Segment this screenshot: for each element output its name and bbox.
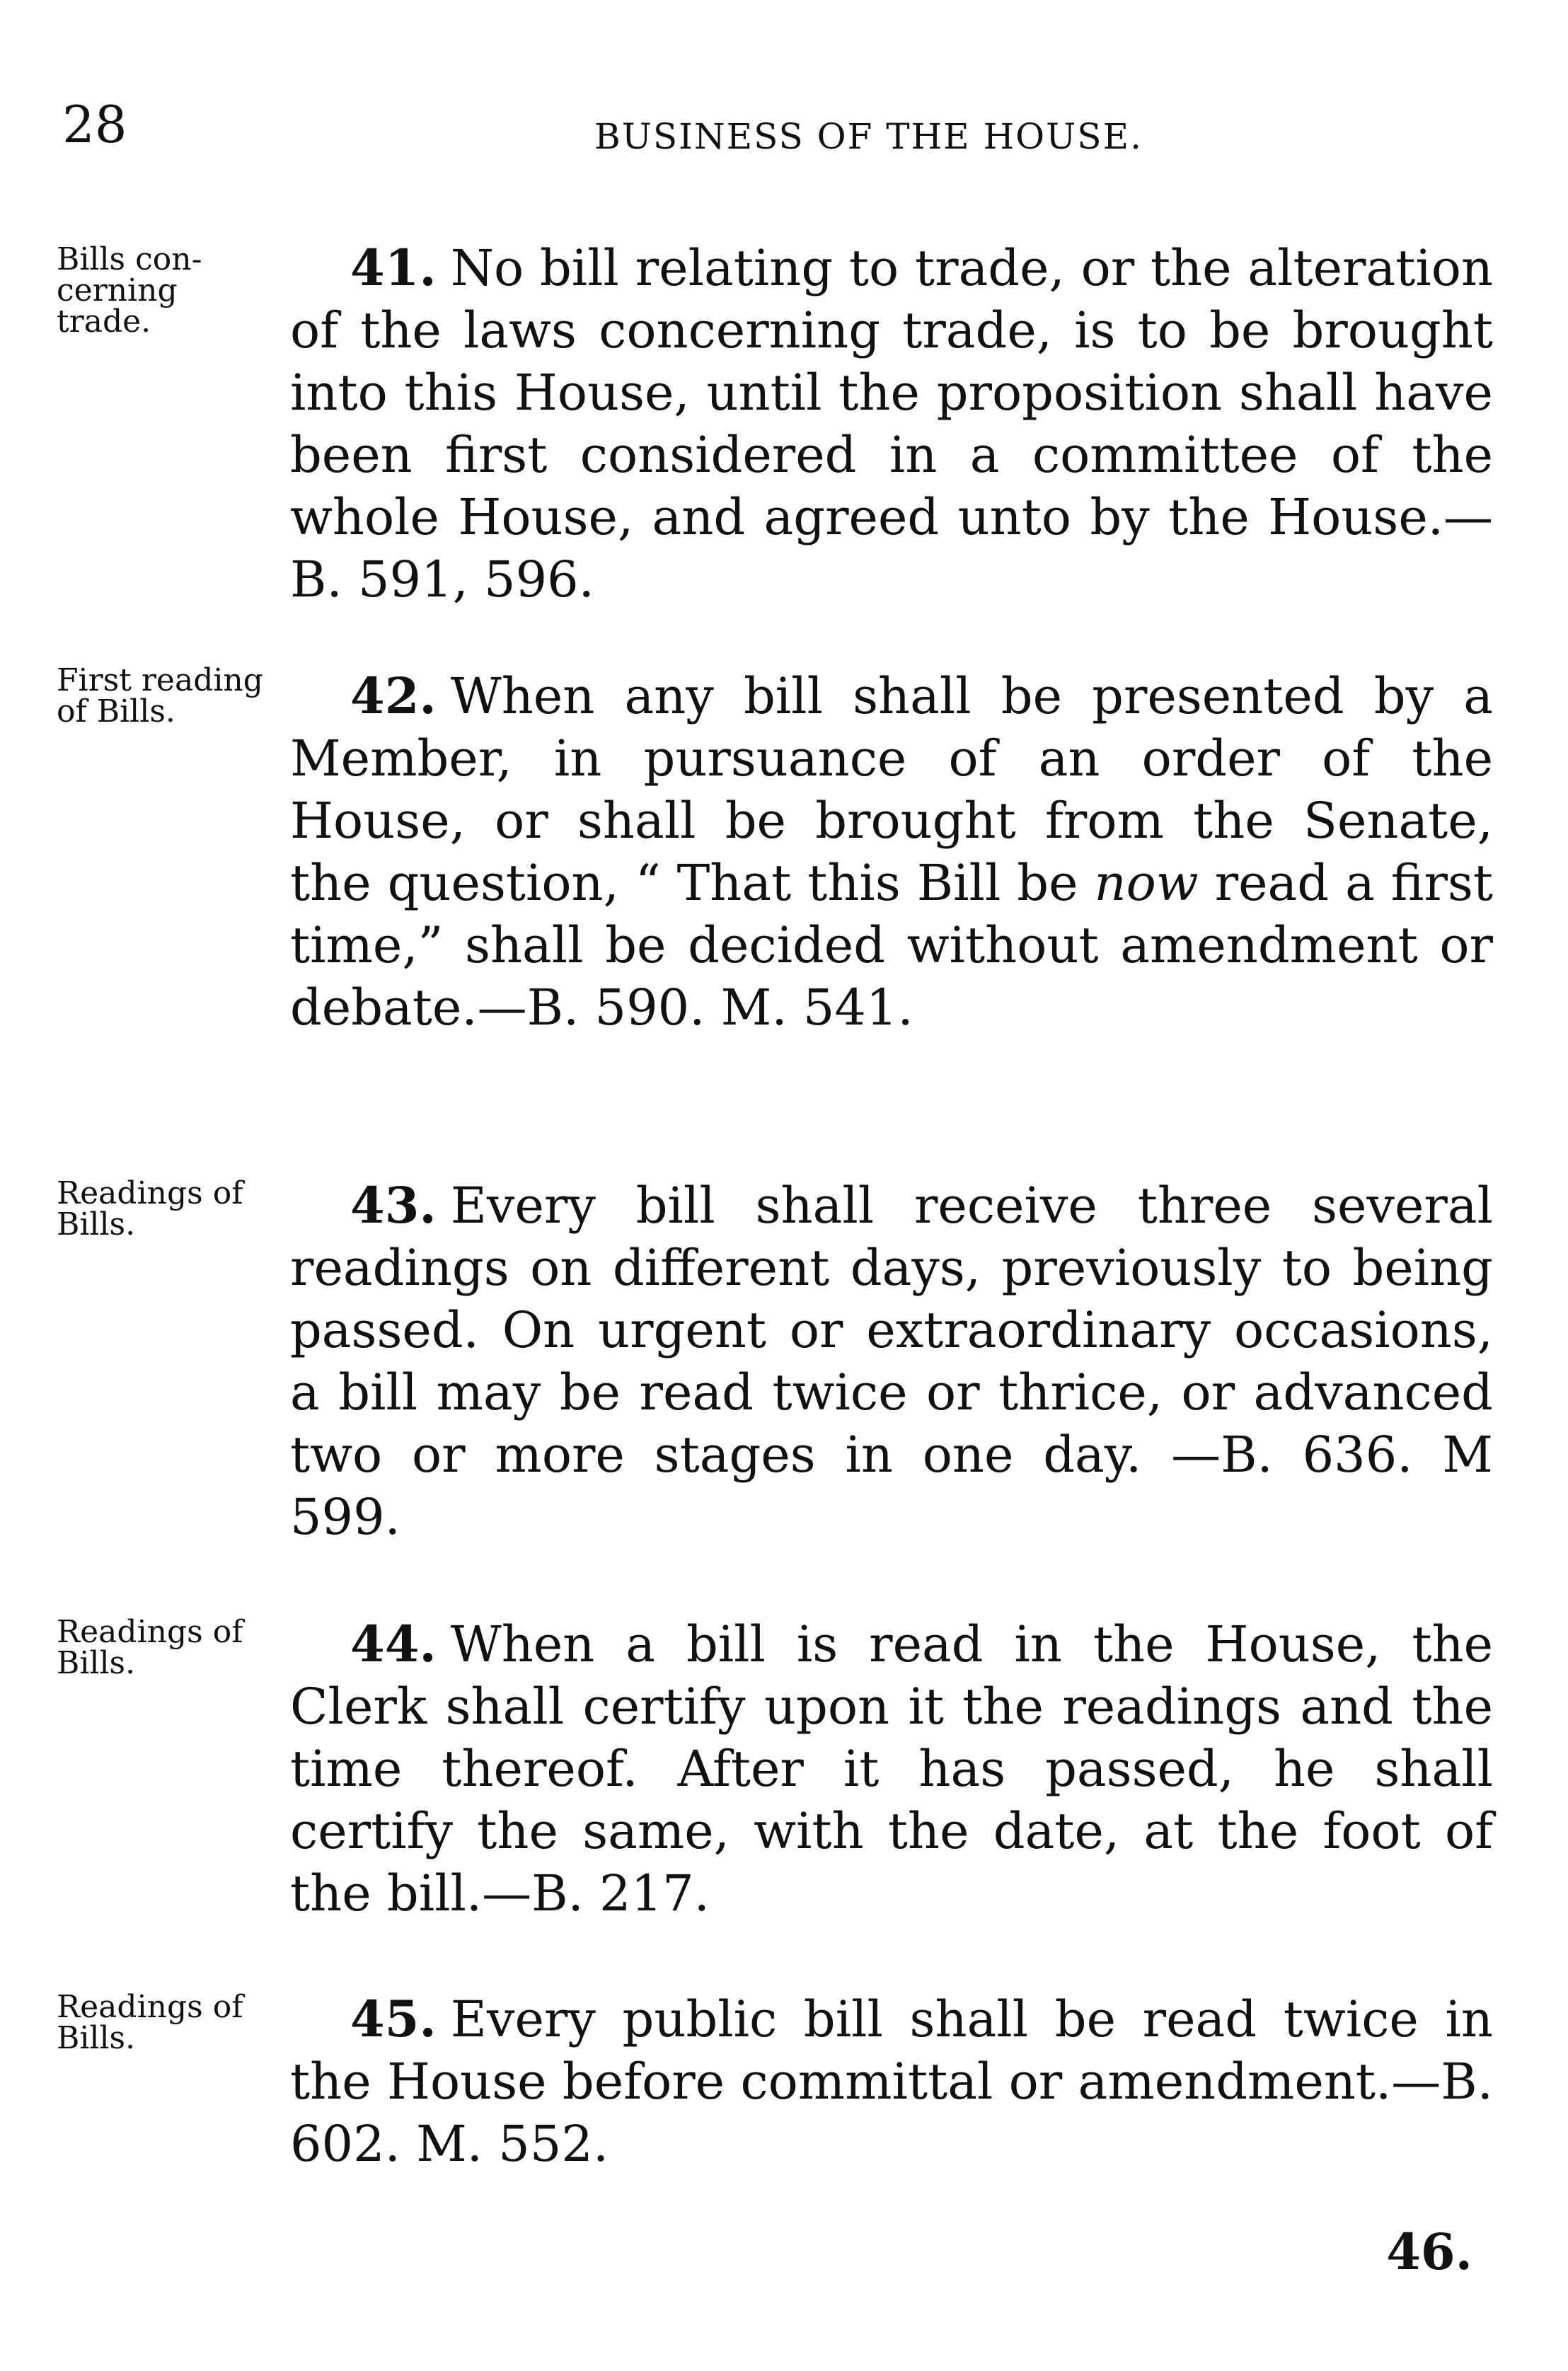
side-note: Readings of Bills. [57,1175,243,1242]
running-head: BUSINESS OF THE HOUSE. [594,116,1143,157]
side-note: Readings of Bills. [57,1614,243,1681]
side-note: First reading of Bills. [57,662,263,729]
rule-number: 41. [350,238,437,297]
rule-text [290,237,1493,611]
rule-body: Every bill shall receive three several readings on different days, previously to being passed. On urgent or extraordinary occasions, a bill may be read twice or thrice, or advanced two or more stages in one day. —B. 636. M 599. [290,1177,1493,1546]
rule-number: 44. [350,1615,437,1673]
rule-body-continued: read a first time,” shall be decided without amendment or debate.—B. 590. M. 541. [290,854,1493,1037]
rule-body: When any bill shall be presented by a Member, in pursuance of an order of the House, or shall be brought from the Senate, the question, “ That this Bill be [290,667,1493,912]
rule-number: 43. [350,1176,437,1235]
rule-text [290,1613,1493,1925]
rule-text [290,665,1493,1039]
side-note: Bills con- cerning trade. [57,241,202,340]
catchword: 46. [1386,2222,1472,2281]
page-number: 28 [62,95,127,154]
side-note: Readings of Bills. [57,1989,243,2056]
rule-number: 45. [350,1990,437,2048]
rule-text [290,1175,1493,1548]
rule-body: When a bill is read in the House, the Clerk shall certify upon it the readings and the time thereof. After it has passed, he shall certify the same, with the date, at the foot of the bill.—B. 217. [290,1615,1493,1922]
rule-body-italic: now [1094,854,1199,912]
rule-body: Every public bill shall be read twice in the House before committal or amendment.—B. 602. M. 552. [290,1990,1493,2173]
rule-text [290,1988,1493,2175]
rule-number: 42. [350,667,437,725]
rule-body: No bill relating to trade, or the alteration of the laws concerning trade, is to be brought into this House, until the proposition shall have been first considered in a committee of the whole House, and agreed unto by the House.—B. 591, 596. [290,239,1493,608]
